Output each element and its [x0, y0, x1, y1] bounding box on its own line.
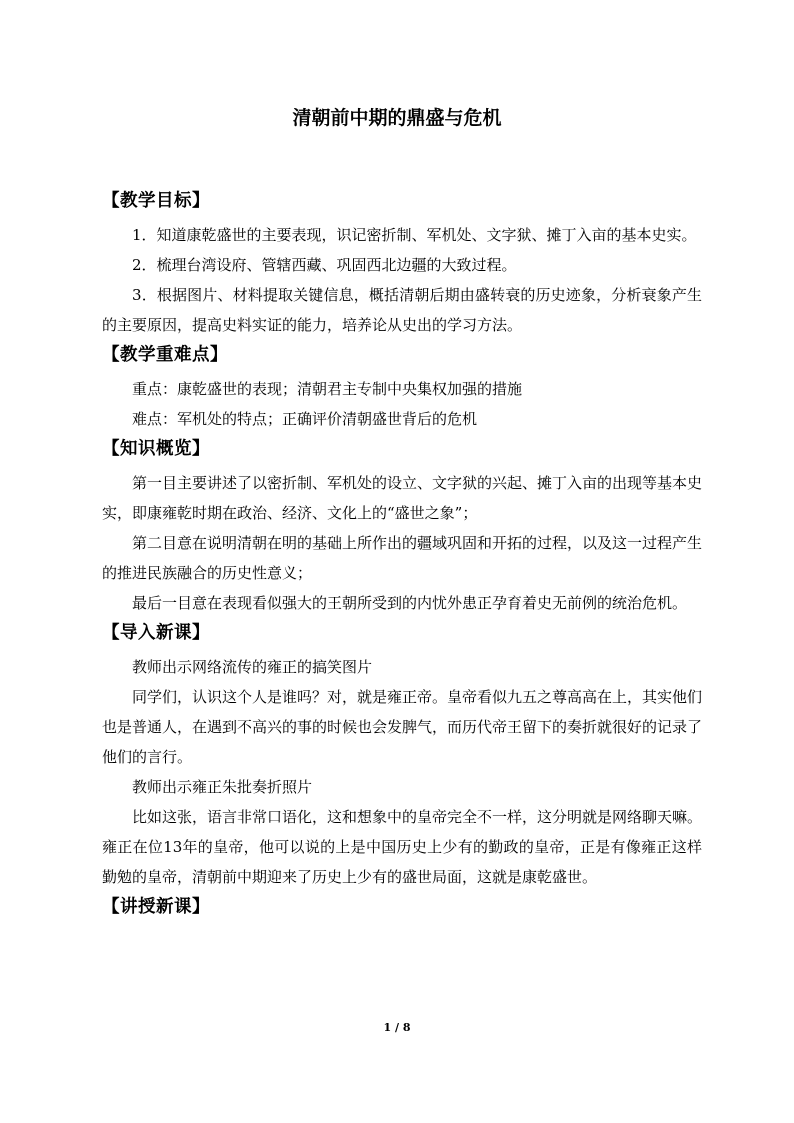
paragraph: 最后一目意在表现看似强大的王朝所受到的内忧外患正孕育着史无前例的统治危机。 [132, 594, 688, 612]
section-heading-key-points: 【教学重难点】 [102, 345, 228, 365]
page-number: 1 / 8 [383, 1021, 411, 1034]
paragraph: 第二目意在说明清朝在明的基础上所作出的疆域巩固和开拓的过程，以及这一过程产生的推进民族融合的历史性意义； [102, 534, 703, 582]
section-heading-new-lesson: 【讲授新课】 [102, 897, 210, 917]
paragraph: 第一目主要讲述了以密折制、军机处的设立、文字狱的兴起、摊丁入亩的出现等基本史实，即康雍乾时期在政治、经济、文化上的“盛世之象”； [102, 474, 703, 522]
paragraph: 2．梳理台湾设府、管辖西藏、巩固西北边疆的大致过程。 [132, 256, 517, 274]
section-heading-introduction: 【导入新课】 [102, 623, 210, 643]
paragraph: 3．根据图片、材料提取关键信息，概括清朝后期由盛转衰的历史迹象，分析衰象产生的主要原因，提高史料实证的能力，培养论从史出的学习方法。 [102, 286, 702, 334]
paragraph: 教师出示网络流传的雍正的搞笑图片 [132, 658, 373, 676]
paragraph: 比如这张，语言非常口语化，这和想象中的皇帝完全不一样，这分明就是网络聊天嘛。雍正在位13年的皇帝，他可以说的上是中国历史上少有的勤政的皇帝，正是有像雍正这样勤勉的皇帝，清朝前中期迎来了历史上少有的盛世局面，这就是康乾盛世。 [102, 808, 703, 886]
paragraph: 重点：康乾盛世的表现；清朝君主专制中央集权加强的措施 [132, 380, 523, 398]
paragraph: 1．知道康乾盛世的主要表现，识记密折制、军机处、文字狱、摊丁入亩的基本史实。 [132, 226, 697, 244]
document-body [102, 186, 702, 922]
paragraph: 同学们，认识这个人是谁吗？对，就是雍正帝。皇帝看似九五之尊高高在上，其实他们也是普通人，在遇到不高兴的事的时候也会发脾气，而历代帝王留下的奏折就很好的记录了他们的言行。 [102, 688, 703, 766]
document-title: 清朝前中期的鼎盛与危机 [292, 107, 502, 129]
paragraph: 教师出示雍正朱批奏折照片 [132, 778, 313, 796]
paragraph: 难点：军机处的特点；正确评价清朝盛世背后的危机 [132, 410, 478, 428]
section-heading-overview: 【知识概览】 [102, 439, 210, 459]
section-heading-objectives: 【教学目标】 [102, 191, 210, 211]
